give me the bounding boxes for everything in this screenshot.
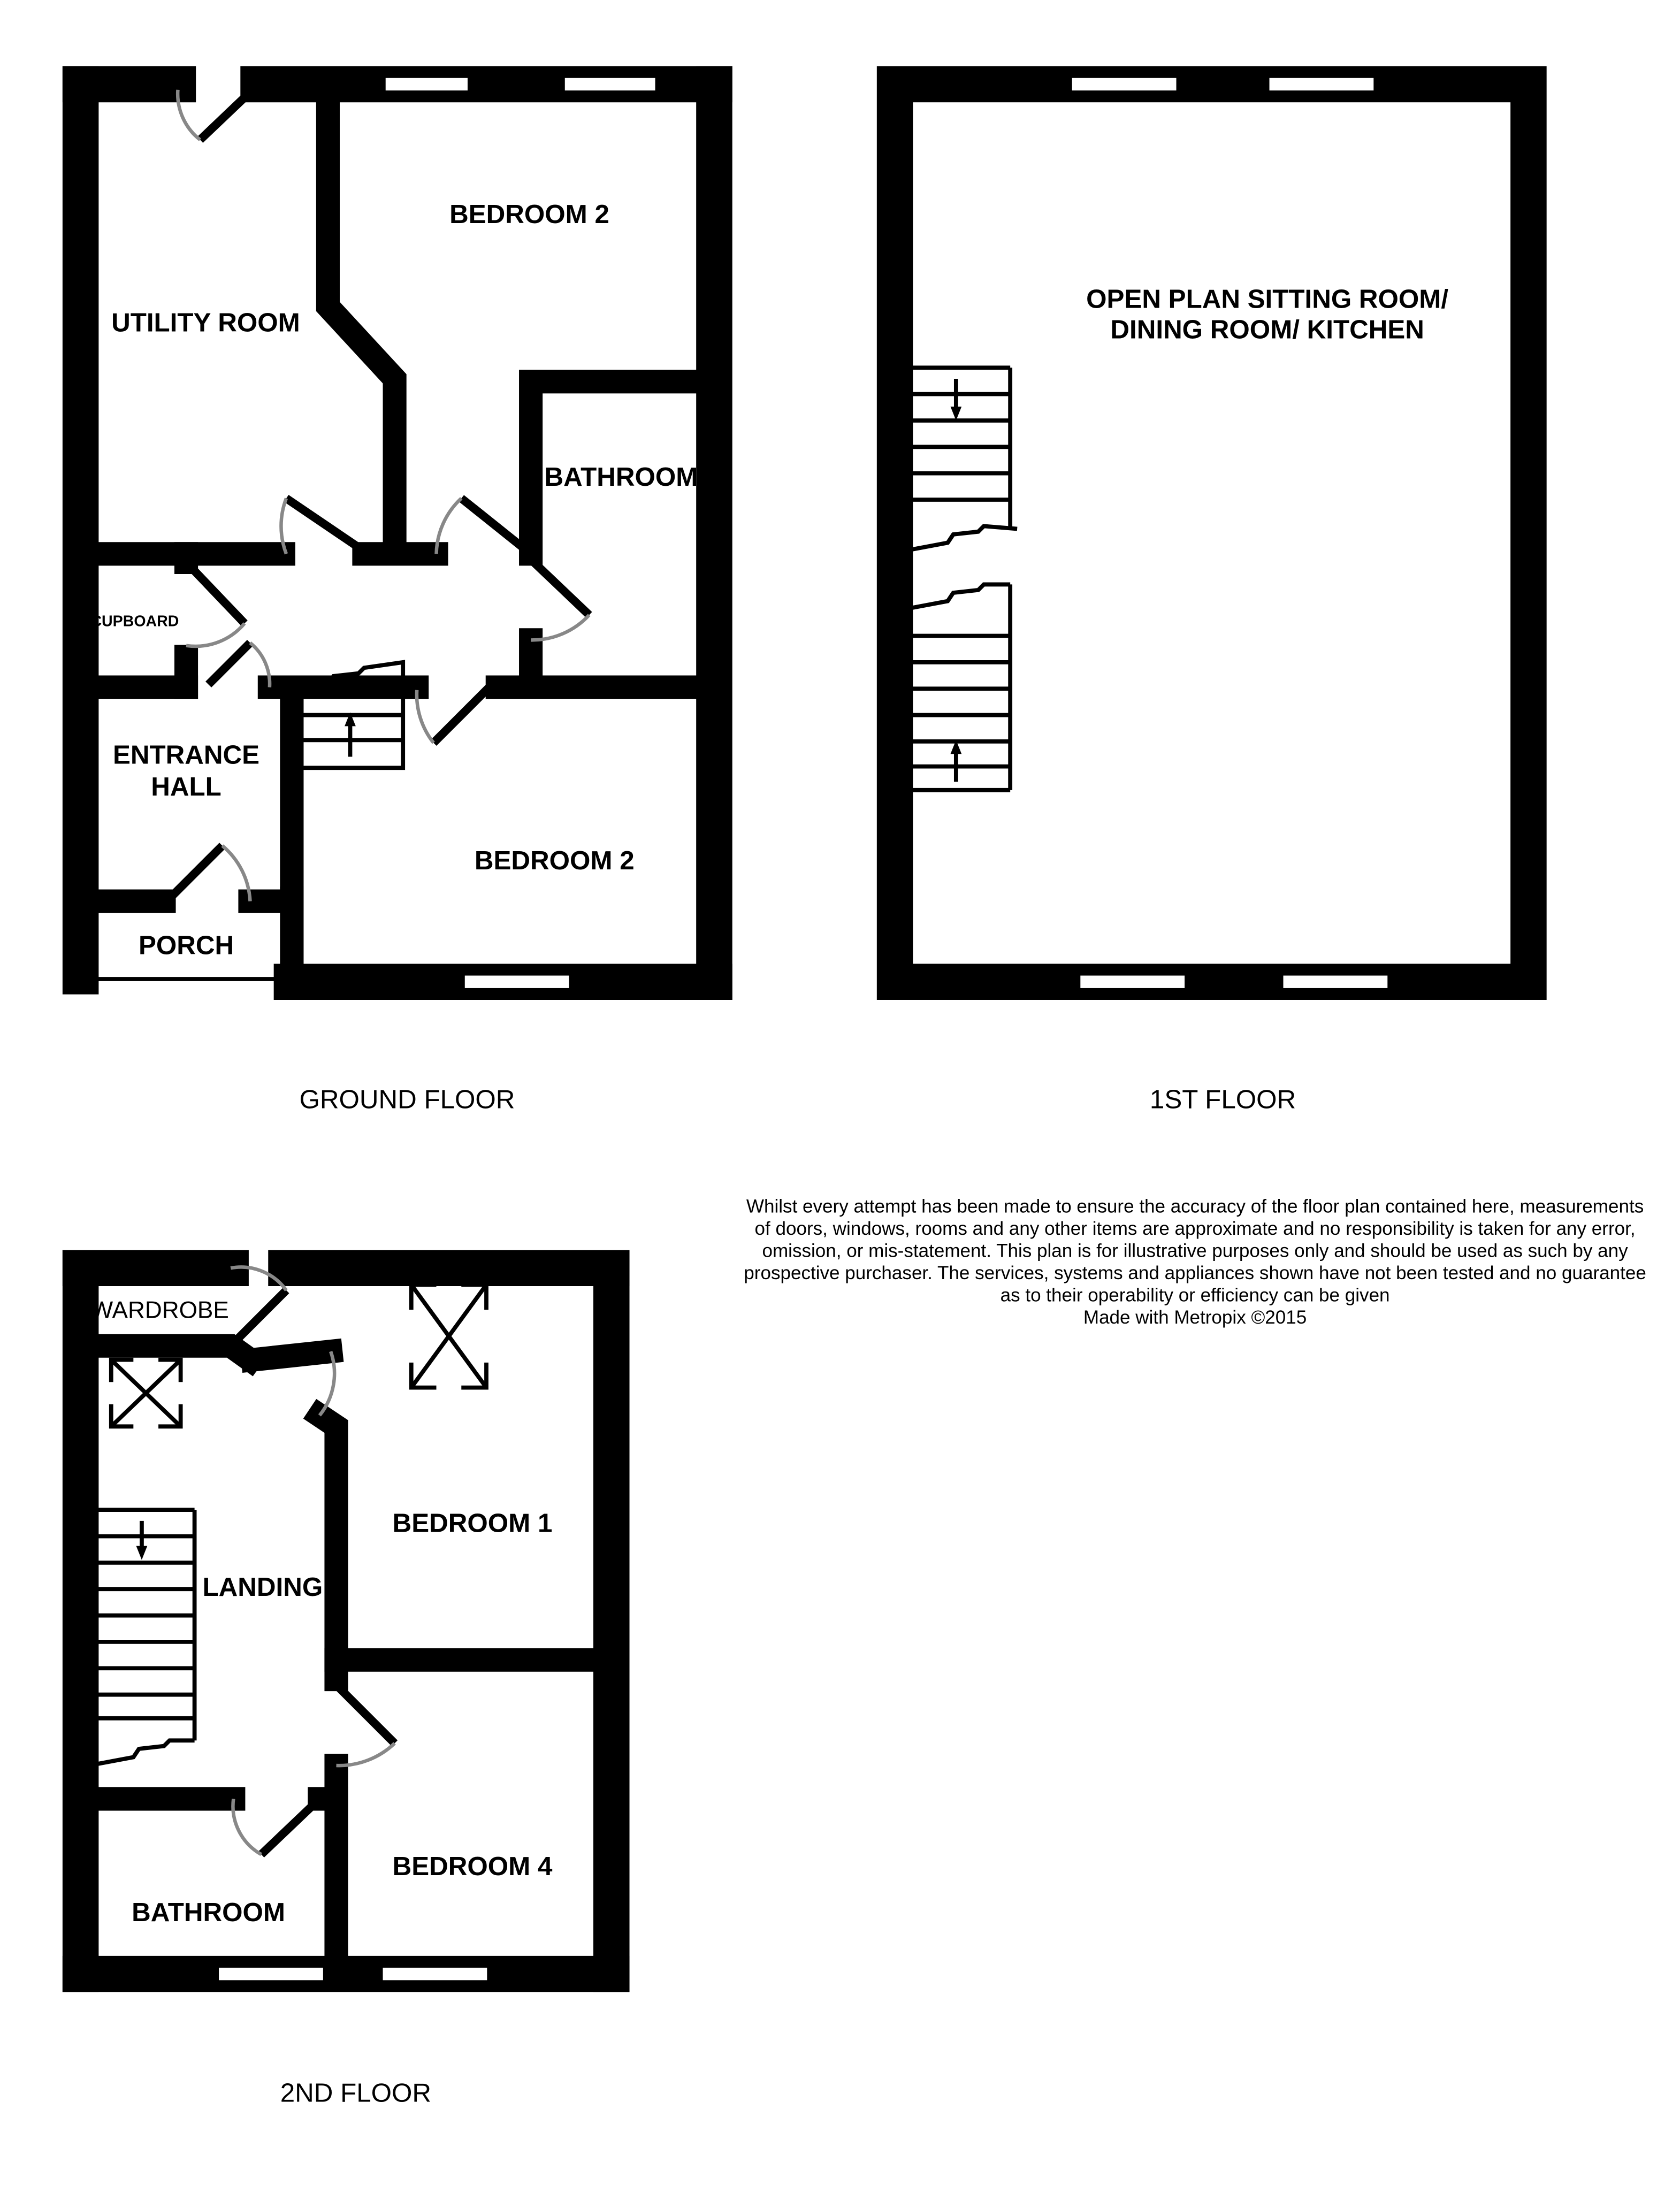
room-label-open-plan-line1: OPEN PLAN SITTING ROOM/ <box>1086 284 1449 314</box>
room-label-open-plan-line2: DINING ROOM/ KITCHEN <box>1110 315 1424 345</box>
disclaimer-line: of doors, windows, rooms and any other items are approximate and no responsibility is taken for any error, <box>754 1218 1636 1239</box>
window <box>1267 76 1376 93</box>
disclaimer <box>744 1196 1646 1328</box>
room-label-bedroom-2-upper: BEDROOM 2 <box>449 200 609 230</box>
window <box>217 1966 325 1982</box>
room-label-bedroom-1: BEDROOM 1 <box>392 1508 553 1538</box>
ground-floor-caption: GROUND FLOOR <box>299 1084 515 1114</box>
ground-floor-plan <box>81 76 714 1114</box>
window <box>563 76 658 93</box>
window <box>1078 974 1187 990</box>
window <box>1070 76 1179 93</box>
room-label-landing: LANDING <box>202 1572 323 1602</box>
disclaimer-line: Made with Metropix ©2015 <box>1083 1307 1307 1328</box>
disclaimer-line: as to their operability or efficiency can be given <box>1000 1285 1390 1306</box>
window <box>381 1966 490 1982</box>
second-floor-plan <box>81 1267 612 2107</box>
room-label-bedroom-2-lower: BEDROOM 2 <box>474 845 635 875</box>
disclaimer-line: prospective purchaser. The services, systems and appliances shown have not been tested and no guarantee <box>744 1263 1646 1284</box>
room-label-bedroom-4: BEDROOM 4 <box>392 1852 553 1882</box>
first-floor-outer-walls <box>895 84 1529 982</box>
disclaimer-line: omission, or mis-statement. This plan is for illustrative purposes only and should be used as such by any <box>762 1240 1628 1262</box>
disclaimer-line: Whilst every attempt has been made to ensure the accuracy of the floor plan contained here, measurements <box>746 1196 1644 1217</box>
skylight <box>411 1285 486 1387</box>
first-floor-stairs-up <box>903 584 1010 790</box>
room-label-cupboard: CUPBOARD <box>90 613 179 630</box>
first-floor-plan <box>895 76 1529 1114</box>
room-label-wardrobe: WARDROBE <box>90 1297 229 1324</box>
window <box>463 974 571 990</box>
room-label-utility-room: UTILITY ROOM <box>111 308 300 338</box>
room-label-bathroom: BATHROOM <box>544 462 698 492</box>
first-floor-stairs-down <box>903 368 1017 551</box>
room-label-entrance-line1: ENTRANCE <box>112 740 260 770</box>
room-label-bathroom: BATHROOM <box>132 1897 285 1927</box>
skylight <box>111 1360 181 1427</box>
room-label-entrance-line2: HALL <box>151 772 222 802</box>
second-floor-caption: 2ND FLOOR <box>280 2078 432 2108</box>
window <box>384 76 470 93</box>
first-floor-caption: 1ST FLOOR <box>1149 1084 1296 1114</box>
room-label-porch: PORCH <box>138 930 234 960</box>
window <box>1281 974 1390 990</box>
second-floor-stairs <box>89 1510 194 1765</box>
